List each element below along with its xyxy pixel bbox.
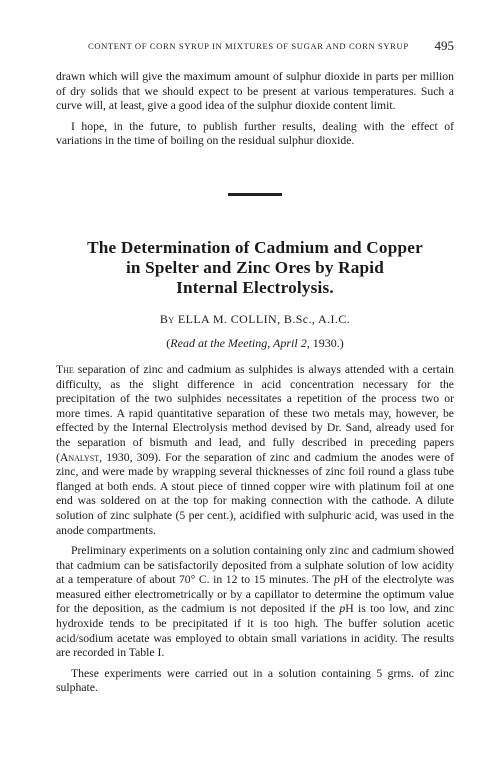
body-paragraph: These experiments were carried out in a solution containing 5 grms. of zinc sulphate.: [56, 666, 454, 695]
previous-article-paragraph: drawn which will give the maximum amount of sulphur dioxide in parts per million of dry solids that we should expect to be present at various temperatures. Such a curve will, at least, give a good idea of the sulphur dioxide content limit.: [56, 70, 454, 113]
ph-symbol: p: [333, 573, 340, 587]
body-paragraph: [56, 363, 454, 538]
running-title: CONTENT OF CORN SYRUP IN MIXTURES OF SUGAR AND CORN SYRUP: [88, 41, 409, 51]
read-year: 1930.): [309, 335, 344, 350]
body-text: , 1930, 309). For the separation of zinc and cadmium the anodes were of zinc, and were made by wrapping several thicknesses of zinc foil round a glass tube flanged at both ends. A stout piece of tinned copper wire with platinum foil at one end was soldered on at the top for making connection with the cathode. A dilute solution of zinc sulphate (5 per cent.), acidified with sulphuric acid, was used in the anode compartments.: [56, 450, 454, 537]
body-text: Preliminary experiments on a solution containing only zinc and cadmium showed that cadmium can be satisfactorily deposited from a sulphate solution of low acidity at a temperature of about 70° C. in 12 to 15 minutes. The: [56, 544, 454, 587]
running-header: [56, 38, 454, 54]
article-title-line: The Determination of Cadmium and Copper: [87, 237, 423, 257]
read-at-meeting-note: [56, 336, 454, 351]
body-text: H of the electrolyte was measured either electrometrically or by a capillator to determine the optimum value for the deposition, as the cadmium is not deposited if the: [56, 573, 455, 616]
previous-article-closing-paragraph: I hope, in the future, to publish further results, dealing with the effect of variations in the time of boiling on the residual sulphur dioxide.: [56, 119, 454, 148]
byline-prefix: By: [159, 311, 175, 326]
body-text: H is too low, and zinc hydroxide tends to be precipitated if it is too high. The buffer solution acetic acid/sodium acetate was employed to obtain small variations in acidity. The results are recorded in Table I.: [56, 602, 454, 660]
lead-word: The: [56, 362, 74, 376]
body-paragraph: [56, 544, 454, 661]
journal-page: [56, 38, 454, 696]
article-title-line: in Spelter and Zinc Ores by Rapid: [125, 257, 385, 277]
journal-name: Analyst: [59, 450, 100, 464]
author-byline: [56, 312, 454, 327]
section-divider: [228, 193, 282, 196]
read-at-text: Read at the Meeting, April 2,: [170, 335, 310, 350]
body-text: separation of zinc and cadmium as sulphides is always attended with a certain difficulty, as the slight difference in acid concentration necessary for the precipitation of the two sulphides necessitates a repetition of the process two or more times. A rapid quantitative separation of these two metals may, however, be effected by the Internal Electrolysis method devised by Dr. Sand, already used for the separation of bismuth and lead, and fully described in preceding papers (: [56, 362, 454, 464]
article-title: [56, 238, 454, 298]
read-open-paren: (: [166, 335, 171, 350]
author-name: ELLA M. COLLIN, B.Sc., A.I.C.: [177, 311, 351, 326]
article-title-line: Internal Electrolysis.: [176, 277, 334, 297]
page-number: 495: [434, 38, 454, 53]
ph-symbol: p: [339, 602, 346, 616]
